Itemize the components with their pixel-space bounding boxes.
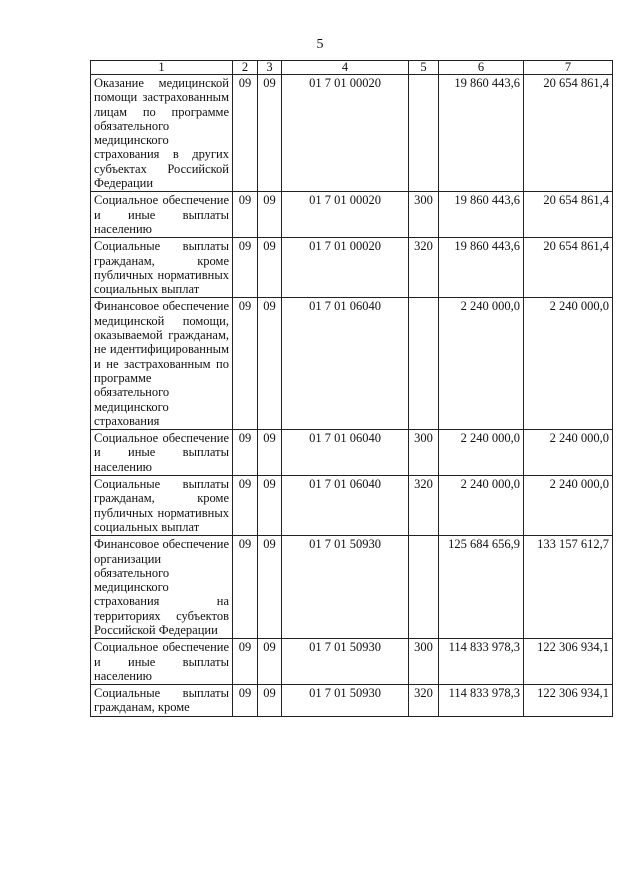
expense-type-cell: 320 bbox=[409, 685, 439, 717]
table-row bbox=[91, 298, 613, 430]
subsection-code-cell: 09 bbox=[258, 536, 282, 639]
item-name-cell: Финансовое обеспечение медицинской помощи, оказываемой гражданам, не идентифицированным и не застрахованным по программе обязательного медицинского страхования bbox=[91, 298, 233, 430]
expense-type-cell: 300 bbox=[409, 639, 439, 685]
page-number: 5 bbox=[316, 37, 324, 52]
table-row bbox=[91, 639, 613, 685]
item-name-cell: Социальные выплаты гражданам, кроме публичных нормативных социальных выплат bbox=[91, 476, 233, 536]
amount-year1-cell: 19 860 443,6 bbox=[439, 238, 524, 298]
target-article-cell: 01 7 01 50930 bbox=[282, 685, 409, 717]
section-code-cell: 09 bbox=[233, 298, 258, 430]
amount-year2-cell: 2 240 000,0 bbox=[524, 430, 613, 476]
item-name-cell: Оказание медицинской помощи застрахованным лицам по программе обязательного медицинского страхования в других субъектах Российской Федерации bbox=[91, 75, 233, 192]
amount-year2-cell: 133 157 612,7 bbox=[524, 536, 613, 639]
header-cell: 4 bbox=[282, 61, 409, 75]
subsection-code-cell: 09 bbox=[258, 685, 282, 717]
header-cell: 6 bbox=[439, 61, 524, 75]
section-code-cell: 09 bbox=[233, 238, 258, 298]
section-code-cell: 09 bbox=[233, 536, 258, 639]
budget-table bbox=[90, 60, 613, 717]
expense-type-cell: 320 bbox=[409, 238, 439, 298]
expense-type-cell: 320 bbox=[409, 476, 439, 536]
section-code-cell: 09 bbox=[233, 192, 258, 238]
subsection-code-cell: 09 bbox=[258, 430, 282, 476]
amount-year2-cell: 20 654 861,4 bbox=[524, 192, 613, 238]
section-code-cell: 09 bbox=[233, 639, 258, 685]
amount-year1-cell: 19 860 443,6 bbox=[439, 192, 524, 238]
target-article-cell: 01 7 01 50930 bbox=[282, 639, 409, 685]
amount-year1-cell: 19 860 443,6 bbox=[439, 75, 524, 192]
subsection-code-cell: 09 bbox=[258, 238, 282, 298]
amount-year2-cell: 2 240 000,0 bbox=[524, 476, 613, 536]
amount-year2-cell: 20 654 861,4 bbox=[524, 238, 613, 298]
expense-type-cell bbox=[409, 298, 439, 430]
header-row bbox=[91, 61, 613, 75]
target-article-cell: 01 7 01 00020 bbox=[282, 75, 409, 192]
section-code-cell: 09 bbox=[233, 75, 258, 192]
section-code-cell: 09 bbox=[233, 430, 258, 476]
amount-year1-cell: 125 684 656,9 bbox=[439, 536, 524, 639]
amount-year2-cell: 2 240 000,0 bbox=[524, 298, 613, 430]
expense-type-cell: 300 bbox=[409, 192, 439, 238]
section-code-cell: 09 bbox=[233, 685, 258, 717]
header-cell: 2 bbox=[233, 61, 258, 75]
header-cell: 7 bbox=[524, 61, 613, 75]
subsection-code-cell: 09 bbox=[258, 298, 282, 430]
target-article-cell: 01 7 01 00020 bbox=[282, 238, 409, 298]
item-name-cell: Социальные выплаты гражданам, кроме bbox=[91, 685, 233, 717]
expense-type-cell bbox=[409, 536, 439, 639]
amount-year1-cell: 114 833 978,3 bbox=[439, 639, 524, 685]
subsection-code-cell: 09 bbox=[258, 192, 282, 238]
table-row bbox=[91, 238, 613, 298]
target-article-cell: 01 7 01 06040 bbox=[282, 430, 409, 476]
target-article-cell: 01 7 01 50930 bbox=[282, 536, 409, 639]
header-cell: 3 bbox=[258, 61, 282, 75]
amount-year1-cell: 2 240 000,0 bbox=[439, 430, 524, 476]
amount-year2-cell: 20 654 861,4 bbox=[524, 75, 613, 192]
table-row bbox=[91, 430, 613, 476]
expense-type-cell: 300 bbox=[409, 430, 439, 476]
item-name-cell: Финансовое обеспечение организации обязательного медицинского страхования на территориях субъектов Российской Федерации bbox=[91, 536, 233, 639]
item-name-cell: Социальное обеспечение и иные выплаты населению bbox=[91, 639, 233, 685]
header-cell: 5 bbox=[409, 61, 439, 75]
subsection-code-cell: 09 bbox=[258, 476, 282, 536]
item-name-cell: Социальные выплаты гражданам, кроме публичных нормативных социальных выплат bbox=[91, 238, 233, 298]
table-row bbox=[91, 685, 613, 717]
item-name-cell: Социальное обеспечение и иные выплаты населению bbox=[91, 430, 233, 476]
amount-year1-cell: 114 833 978,3 bbox=[439, 685, 524, 717]
table-row bbox=[91, 536, 613, 639]
amount-year1-cell: 2 240 000,0 bbox=[439, 298, 524, 430]
amount-year2-cell: 122 306 934,1 bbox=[524, 639, 613, 685]
target-article-cell: 01 7 01 06040 bbox=[282, 476, 409, 536]
expense-type-cell bbox=[409, 75, 439, 192]
amount-year1-cell: 2 240 000,0 bbox=[439, 476, 524, 536]
item-name-cell: Социальное обеспечение и иные выплаты населению bbox=[91, 192, 233, 238]
table-row bbox=[91, 476, 613, 536]
table-row bbox=[91, 192, 613, 238]
target-article-cell: 01 7 01 06040 bbox=[282, 298, 409, 430]
table-row bbox=[91, 75, 613, 192]
header-cell: 1 bbox=[91, 61, 233, 75]
target-article-cell: 01 7 01 00020 bbox=[282, 192, 409, 238]
subsection-code-cell: 09 bbox=[258, 639, 282, 685]
section-code-cell: 09 bbox=[233, 476, 258, 536]
subsection-code-cell: 09 bbox=[258, 75, 282, 192]
amount-year2-cell: 122 306 934,1 bbox=[524, 685, 613, 717]
